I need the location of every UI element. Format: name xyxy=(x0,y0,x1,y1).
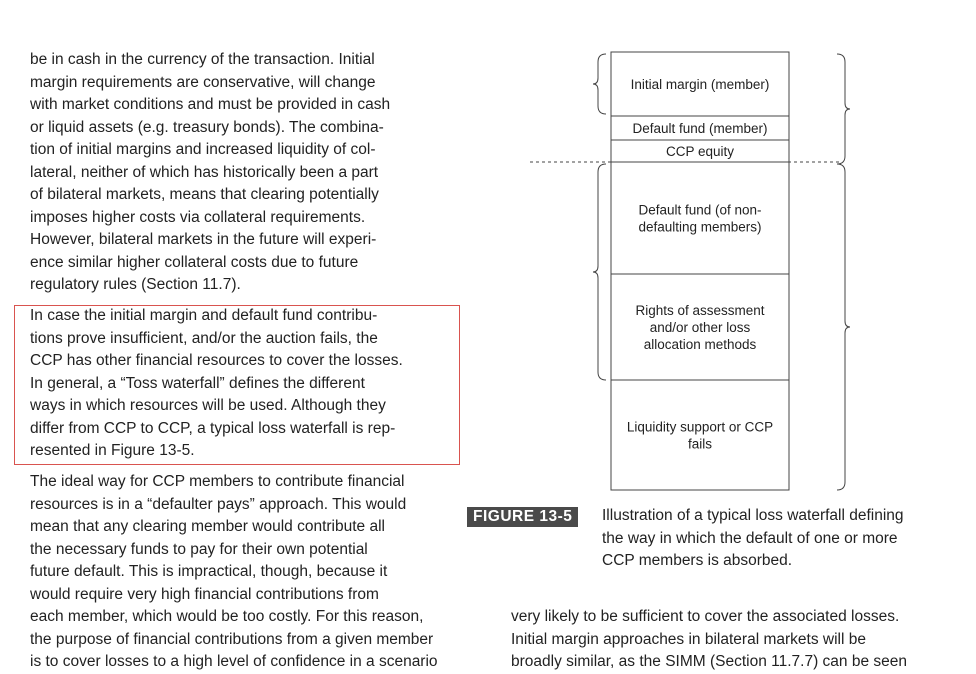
paragraph-1-line: or liquid assets (e.g. treasury bonds). The combina- xyxy=(30,118,384,136)
left-brace-ccp-defaults xyxy=(593,54,606,114)
paragraph-3-line: The ideal way for CCP members to contribute financial xyxy=(30,473,405,490)
caption-line: the way in which the default of one or more xyxy=(602,529,898,547)
paragraph-1-line: be in cash in the currency of the transaction. Initial xyxy=(30,51,375,68)
paragraph-1-line: However, bilateral markets in the future will experi- xyxy=(30,231,377,248)
loss-waterfall-diagram xyxy=(460,40,976,500)
paragraph-2-line: In general, a “Toss waterfall” defines the different xyxy=(30,374,365,392)
layer-label-rights-of-assessment: Rights of assessment and/or other loss allocation methods xyxy=(635,303,765,352)
paragraph-3-line: is to cover losses to a high level of confidence in a scenario xyxy=(30,653,438,670)
paragraph-1-line: imposes higher costs via collateral requirements. xyxy=(30,208,366,226)
paragraph-1-line: margin requirements are conservative, will change xyxy=(30,73,376,91)
body-paragraph-1 xyxy=(30,49,485,297)
paragraph-2-line: ways in which resources will be used. Although they xyxy=(30,397,386,414)
body-paragraph-3 xyxy=(30,471,485,674)
paragraph-2-line: In case the initial margin and default fund contribu- xyxy=(30,307,378,324)
layer-liquidity-support xyxy=(611,380,789,490)
right-brace-defaulter-pays xyxy=(837,54,850,164)
paragraph-2-line: tions prove insufficient, and/or the auction fails, the xyxy=(30,329,378,347)
paragraph-1-line: ence similar higher collateral costs due to future xyxy=(30,253,359,271)
layer-label-initial-margin-member: Initial margin (member) xyxy=(630,77,770,92)
paragraph-3-line: resources is in a “defaulter pays” approach. This would xyxy=(30,495,407,513)
paragraph-4-line: Initial margin approaches in bilateral markets will be xyxy=(511,630,866,648)
left-brace-member-defaults xyxy=(593,164,606,380)
layer-label-default-fund-non-defaulting: Default fund (of non-defaulting members) xyxy=(638,202,762,235)
caption-line: Illustration of a typical loss waterfall defining xyxy=(602,507,904,524)
paragraph-1-line: lateral, neither of which has historically been a part xyxy=(30,163,379,181)
layer-label-ccp-equity: CCP equity xyxy=(665,144,735,159)
paragraph-1-line: with market conditions and must be provided in cash xyxy=(30,96,391,113)
layer-default-fund-non-defaulting xyxy=(611,162,789,274)
body-paragraph-4 xyxy=(511,606,966,674)
paragraph-1-line: regulatory rules (Section 11.7). xyxy=(30,276,241,293)
caption-line: CCP members is absorbed. xyxy=(602,552,793,569)
paragraph-1-line: of bilateral markets, means that clearing potentially xyxy=(30,186,379,203)
figure-label: FIGURE 13-5 xyxy=(467,507,578,527)
paragraph-3-line: the purpose of financial contributions from a given member xyxy=(30,630,434,648)
layer-label-default-fund-member: Default fund (member) xyxy=(632,121,768,136)
paragraph-1-line: tion of initial margins and increased liquidity of col- xyxy=(30,141,376,158)
paragraph-2-line: resented in Figure 13-5. xyxy=(30,442,195,459)
paragraph-3-line: the necessary funds to pay for their own potential xyxy=(30,540,368,558)
paragraph-3-line: each member, which would be too costly. For this reason, xyxy=(30,608,424,625)
layer-label-liquidity-support: Liquidity support or CCP fails xyxy=(626,419,774,452)
paragraph-4-line: very likely to be sufficient to cover the associated losses. xyxy=(511,608,900,625)
paragraph-4-line: broadly similar, as the SIMM (Section 11.7.7) can be seen xyxy=(511,653,908,670)
paragraph-3-line: mean that any clearing member would contribute all xyxy=(30,518,385,535)
figure-caption xyxy=(602,505,972,573)
paragraph-3-line: future default. This is impractical, though, because it xyxy=(30,563,388,580)
paragraph-2-line: CCP has other financial resources to cover the losses. xyxy=(30,352,403,369)
body-paragraph-2 xyxy=(30,305,485,463)
right-brace-survivors-pay xyxy=(837,164,850,490)
paragraph-2-line: differ from CCP to CCP, a typical loss waterfall is rep- xyxy=(30,419,396,437)
paragraph-3-line: would require very high financial contributions from xyxy=(30,585,379,603)
